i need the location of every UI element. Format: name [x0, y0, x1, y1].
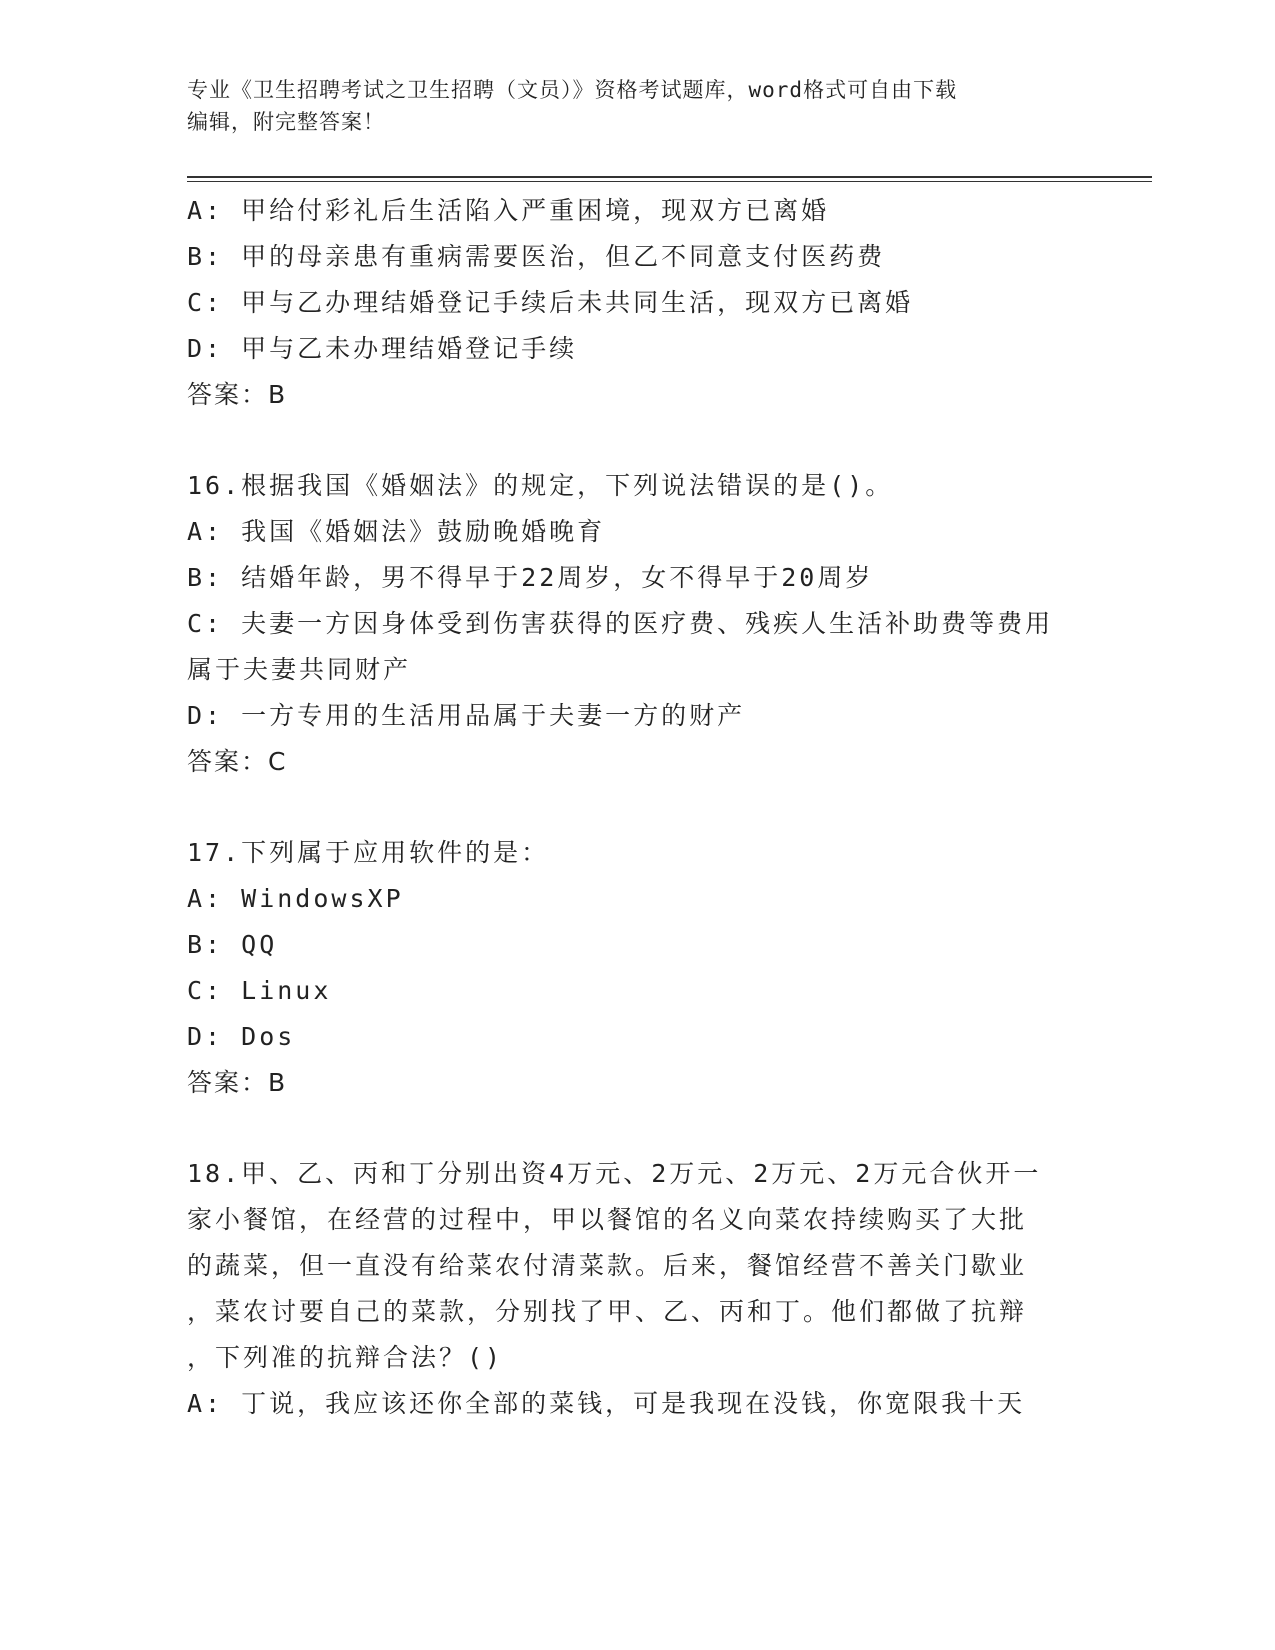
spacer	[187, 418, 1087, 463]
question-text-line-1: 18.甲、乙、丙和丁分别出资4万元、2万元、2万元、2万元合伙开一	[187, 1159, 1042, 1188]
option-a: A: 我国《婚姻法》鼓励晚婚晚育	[187, 517, 606, 546]
option-c: C: 夫妻一方因身体受到伤害获得的医疗费、残疾人生活补助费等费用	[187, 609, 1054, 638]
question-15	[187, 188, 1087, 418]
option-b: B: 甲的母亲患有重病需要医治，但乙不同意支付医药费	[187, 242, 886, 271]
option-c: C: 甲与乙办理结婚登记手续后未共同生活，现双方已离婚	[187, 288, 914, 317]
option-b: B: 结婚年龄，男不得早于22周岁，女不得早于20周岁	[187, 563, 874, 592]
option-a: A: 丁说，我应该还你全部的菜钱，可是我现在没钱，你宽限我十天	[187, 1389, 1026, 1418]
question-18	[187, 1151, 1087, 1427]
question-text: 16.根据我国《婚姻法》的规定，下列说法错误的是()。	[187, 471, 894, 500]
answer-line: 答案：B	[187, 1068, 288, 1097]
header-line-2: 编辑，附完整答案！	[187, 110, 385, 134]
header-line-1: 专业《卫生招聘考试之卫生招聘（文员）》资格考试题库，word格式可自由下载	[187, 78, 958, 102]
question-text-line-2: 家小餐馆，在经营的过程中，甲以餐馆的名义向菜农持续购买了大批	[187, 1205, 1028, 1234]
option-d: D: Dos	[187, 1022, 296, 1051]
question-16	[187, 463, 1087, 785]
question-text-line-4: ，菜农讨要自己的菜款，分别找了甲、乙、丙和丁。他们都做了抗辩	[187, 1297, 1028, 1326]
answer-line: 答案：C	[187, 747, 288, 776]
question-17	[187, 830, 1087, 1106]
option-a: A: WindowsXP	[187, 884, 404, 913]
answer-line: 答案：B	[187, 380, 288, 409]
spacer	[187, 785, 1087, 830]
header-divider-thin	[187, 181, 1152, 182]
question-text-line-5: ，下列准的抗辩合法？()	[187, 1343, 504, 1372]
option-d: D: 甲与乙未办理结婚登记手续	[187, 334, 578, 363]
option-c-continued: 属于夫妻共同财产	[187, 655, 412, 684]
question-text: 17.下列属于应用软件的是：	[187, 838, 550, 867]
document-header	[187, 74, 1087, 138]
option-a: A: 甲给付彩礼后生活陷入严重困境，现双方已离婚	[187, 196, 830, 225]
option-b: B: QQ	[187, 930, 278, 959]
option-c: C: Linux	[187, 976, 332, 1005]
spacer	[187, 1106, 1087, 1151]
question-content	[187, 188, 1087, 1427]
question-text-line-3: 的蔬菜，但一直没有给菜农付清菜款。后来，餐馆经营不善关门歇业	[187, 1251, 1028, 1280]
header-divider-thick	[187, 176, 1152, 178]
option-d: D: 一方专用的生活用品属于夫妻一方的财产	[187, 701, 746, 730]
